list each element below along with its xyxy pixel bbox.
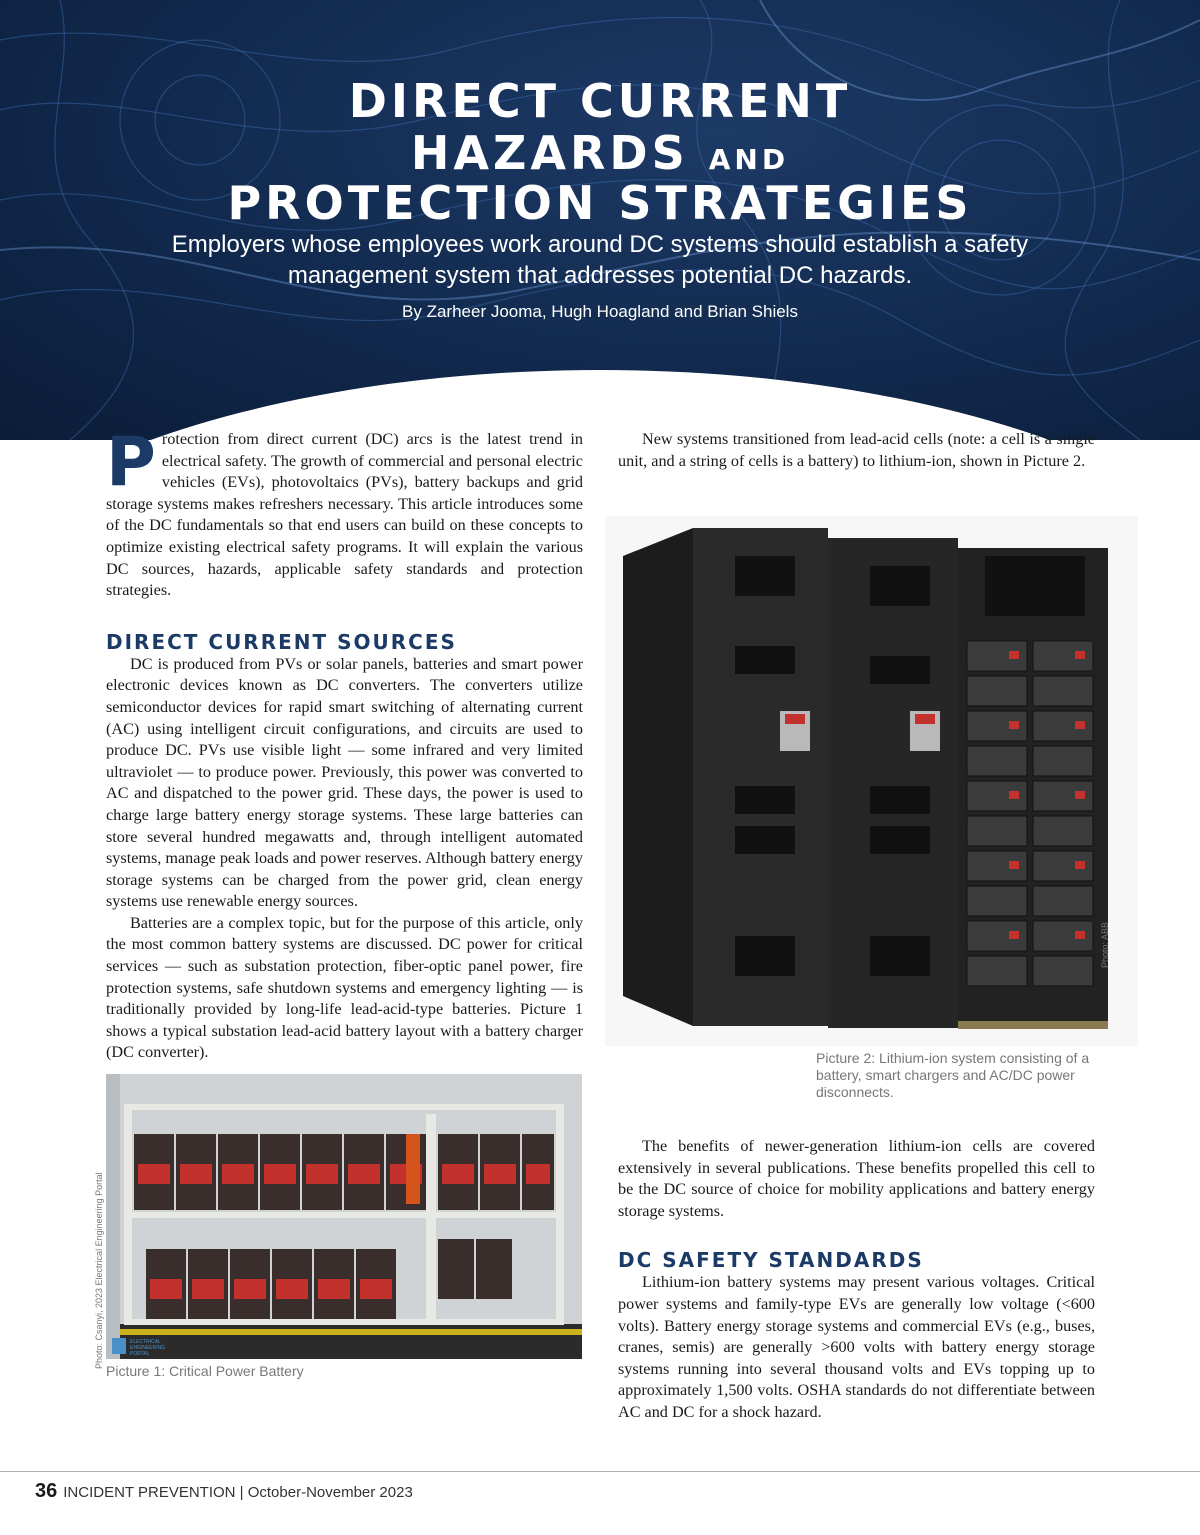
title-line-1: DIRECT CURRENT [348, 74, 852, 128]
portal-logo-icon [112, 1338, 126, 1354]
byline: By Zarheer Jooma, Hugh Hoagland and Brian Shiels [402, 302, 798, 321]
drop-cap: P [106, 423, 156, 502]
publication-name: INCIDENT PREVENTION | October-November 2023 [63, 1484, 413, 1501]
picture-1-logo [112, 1338, 172, 1357]
picture-2-credit: Photo: ABB [1100, 921, 1110, 968]
intro-text: rotection from direct current (DC) arcs is the latest trend in electrical safety. The growth of commercial and personal electric vehicles (EVs), photovoltaics (PVs), battery backups and grid storage systems makes refreshers necessary. This article introduces some of the DC fundamentals so that end users can build on these concepts to optimize existing electrical safety programs. It will explain the various DC sources, hazards, applicable safety standards and protection strategies. [106, 430, 583, 600]
footer-divider [0, 1471, 1200, 1472]
heading-dc-sources: DIRECT CURRENT SOURCES [106, 629, 457, 654]
picture-2-image [605, 516, 1138, 1046]
picture-2-caption: Picture 2: Lithium-ion system consisting of a battery, smart chargers and AC/DC power disconnects. [816, 1050, 1090, 1100]
left-column [106, 423, 583, 1064]
picture-1-credit: Photo: Csanyi, 2023 Electrical Engineering Portal [94, 1172, 104, 1369]
portal-logo-text: ELECTRICAL ENGINEERING PORTAL [130, 1339, 166, 1357]
footer [35, 1480, 413, 1503]
benefits-paragraph: The benefits of newer-generation lithium-ion cells are covered extensively in several publications. These benefits propelled this cell to be the DC source of choice for mobility applications and battery energy storage systems. [618, 1137, 1095, 1220]
lithium-ion-cabinet-illustration [605, 516, 1138, 1046]
transition-paragraph: New systems transitioned from lead-acid cells (note: a cell is a single unit, and a string of cells is a battery) to lithium-ion, shown in Picture 2. [618, 430, 1095, 470]
heading-dc-safety-standards: DC SAFETY STANDARDS [618, 1248, 924, 1273]
subtitle: Employers whose employees work around DC systems should establish a safety management system that addresses potential DC hazards. [171, 231, 1029, 289]
right-column-top [618, 429, 1095, 472]
title-line-2 [0, 126, 1200, 180]
standards-paragraph: Lithium-ion battery systems may present various voltages. Critical power systems and family-type EVs are generally low voltage (<600 volts). Battery energy storage systems and commercial EVs (e.g., buses, cranes, semis) are generally >600 volts with battery energy storage systems running into several thousand volts and EVs topping up to approximately 1,500 volts. OSHA standards do not differentiate between AC and DC for a shock hazard. [618, 1273, 1095, 1421]
page-number: 36 [35, 1480, 58, 1502]
title-and: AND [708, 143, 790, 176]
sources-paragraph-1: DC is produced from PVs or solar panels, batteries and smart power electronic devices known as DC converters. The converters utilize semiconductor devices for rapid smart switching of alternating current (AC) using intelligent circuit configurations, and circuits are used to produce DC. PVs use visible light — some infrared and very limited ultraviolet — to produce power. Previously, this power was converted to AC and dispatched to the power grid. These days, the power is used to charge large battery energy storage systems. These large batteries can store several hundred megawatts and, through intelligent automated systems, manage peak loads and power reserves. Although battery energy storage systems can be charged from the power grid, clean energy systems use renewable energy sources. [106, 654, 583, 911]
battery-rack-illustration [106, 1074, 582, 1359]
title-line-3: PROTECTION STRATEGIES [227, 176, 973, 230]
intro-paragraph [106, 423, 583, 602]
title-hazards: HAZARDS [410, 126, 689, 180]
picture-1-image [106, 1074, 582, 1359]
right-column-bottom [618, 1136, 1095, 1424]
sources-paragraph-2: Batteries are a complex topic, but for the purpose of this article, only the most common battery systems are discussed. DC power for critical services — such as substation protection, fiber-optic panel power, fire protection systems, safe shutdown systems and emergency lighting — is traditionally provided by long-life lead-acid-type batteries. Picture 1 shows a typical substation lead-acid battery layout with a battery charger (DC converter). [106, 913, 583, 1062]
picture-1-caption: Picture 1: Critical Power Battery [106, 1363, 304, 1379]
